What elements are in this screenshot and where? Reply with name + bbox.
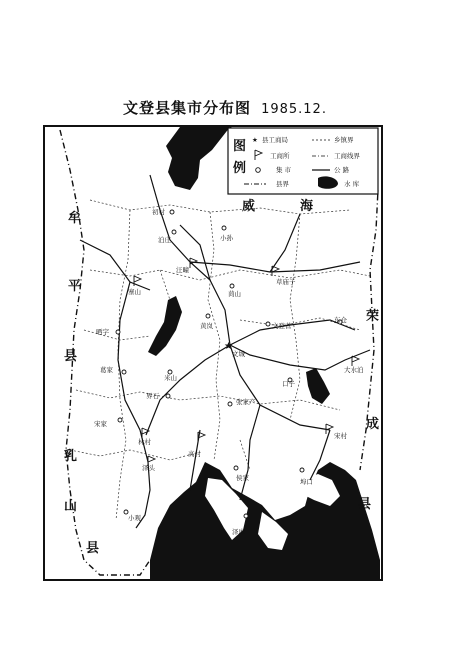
place-label: 文登营 (272, 322, 292, 330)
neighbor-west-char-1: 牟 (68, 211, 82, 226)
market-marker (172, 230, 176, 234)
market-marker (244, 514, 248, 518)
legend-label-township-boundary: 乡镇界 (334, 136, 354, 144)
neighbor-north-char-2: 海 (300, 199, 314, 214)
place-label: 高村 (188, 450, 201, 458)
place-label: 埠口 (300, 478, 313, 486)
market-marker (300, 468, 304, 472)
place-label: 界石 (146, 392, 159, 400)
place-label: 宋家 (94, 420, 107, 428)
place-label: 寨山 (128, 288, 141, 296)
place-label: 泽头 (142, 464, 155, 472)
map-title-main: 文登县集市分布图 (123, 99, 252, 117)
legend-label-business-boundary: 工商线界 (334, 152, 360, 160)
place-label: 文城 (232, 350, 245, 358)
legend (228, 128, 378, 194)
circle-icon (256, 168, 261, 173)
place-label: 张家产 (236, 398, 256, 406)
reservoir-east (306, 368, 330, 404)
neighbor-north-char-1: 威 (242, 199, 256, 214)
place-label: 小孙 (220, 234, 233, 242)
place-label: 苘山 (228, 290, 241, 298)
market-marker (266, 322, 270, 326)
place-label: 东仓 (334, 316, 347, 324)
neighbor-west-char-2: 平 (68, 279, 82, 294)
legend-label-business-office: 工商所 (270, 152, 290, 160)
neighbor-east-char-2: 成 (366, 417, 380, 432)
place-label: 林村 (138, 438, 151, 446)
flag-icon (352, 356, 359, 366)
place-label: 宋村 (334, 432, 347, 440)
market-marker (116, 330, 120, 334)
map-title-date: 1985.12. (261, 102, 327, 117)
place-label: 泽库 (232, 528, 245, 536)
place-label: 口子 (282, 380, 295, 388)
market-marker (206, 314, 210, 318)
neighbor-east-char-3: 县 (358, 497, 372, 512)
legend-heading-1: 图 (233, 139, 247, 154)
legend-label-county-bureau: 县工商局 (262, 136, 288, 144)
place-label: 晒字 (96, 328, 109, 336)
market-marker (230, 284, 234, 288)
legend-label-reservoir: 水 库 (344, 180, 360, 188)
legend-heading-2: 例 (233, 161, 247, 176)
market-marker (228, 402, 232, 406)
reservoir-mishan (148, 296, 182, 356)
place-label: 小观 (128, 514, 141, 522)
market-marker (170, 210, 174, 214)
place-label: 初村 (152, 208, 165, 216)
neighbor-sw-char-1: 乳 (64, 449, 78, 464)
place-label: 侯家 (236, 474, 249, 482)
neighbor-sw-char-2: 山 (64, 499, 78, 514)
place-label: 米山 (164, 374, 177, 382)
county-seat-star: ★ (224, 341, 233, 352)
sea-north (166, 127, 230, 190)
place-label: 草庙子 (276, 278, 296, 286)
legend-label-market: 集 市 (276, 166, 292, 174)
neighbor-sw-char-3: 县 (86, 541, 100, 556)
star-icon: ★ (252, 136, 258, 144)
market-marker (222, 226, 226, 230)
legend-label-county-boundary: 县界 (276, 180, 289, 188)
market-marker (234, 466, 238, 470)
market-marker (166, 394, 170, 398)
place-label: 葛家 (100, 366, 113, 374)
place-label: 大水泊 (344, 366, 364, 374)
place-label: 泊庄 (158, 236, 171, 244)
neighbor-west-char-3: 县 (64, 349, 78, 364)
market-marker (118, 418, 122, 422)
neighbor-east-char-1: 荣 (366, 309, 380, 324)
market-marker (122, 370, 126, 374)
place-label: 黄岚 (200, 322, 213, 330)
place-label: 汪疃 (176, 266, 189, 274)
legend-label-highway: 公 路 (334, 166, 350, 174)
